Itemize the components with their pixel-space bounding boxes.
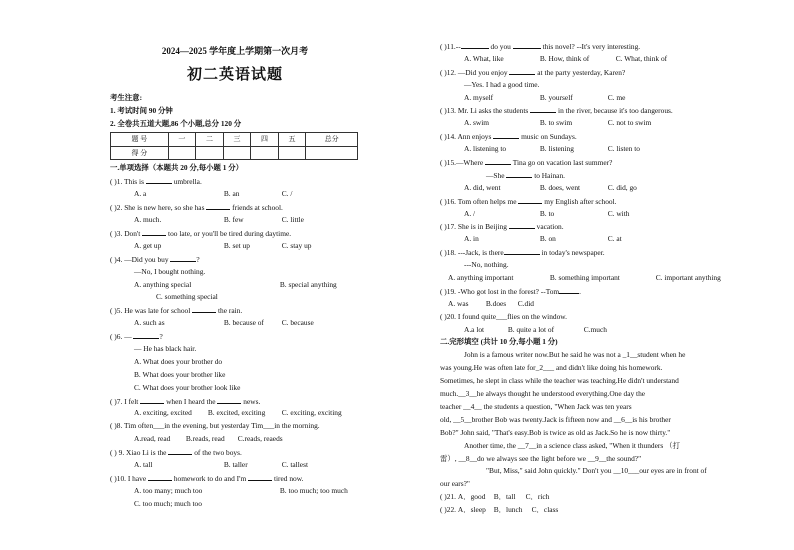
question-18-options (440, 272, 758, 285)
answer-blank[interactable] (509, 66, 535, 75)
question-20-options (440, 324, 758, 337)
option-c[interactable]: C. stay up (281, 240, 312, 250)
score-cell: 二 (196, 132, 224, 146)
score-cell: 三 (223, 132, 251, 146)
option-b[interactable]: B. an (223, 189, 240, 199)
question-20: ( )20. I found quite___flies on the window. (440, 311, 567, 321)
question-10-option-c[interactable]: C. too much; much too (134, 498, 202, 508)
passage-line: Bob?" John said, "That's easy.Bob is twice as old as Jack.So he is now thirty." (440, 427, 671, 437)
option-a[interactable]: A．sleep (457, 505, 486, 515)
passage-line: old, __5__brother Bob was twenty.Jack is fifteen now and __6__is his brother (440, 414, 671, 424)
option-a[interactable]: A. too many; much too (134, 485, 203, 495)
score-table (110, 132, 358, 161)
option-b[interactable]: B. too much; too much (279, 485, 348, 495)
question-6: ( )6. — ? (110, 332, 163, 342)
option-a[interactable]: A. What, like (464, 53, 504, 63)
option-b[interactable]: B. does, went (539, 182, 581, 192)
question-2: ( )2. She is new here, so she has friends at school. (110, 203, 283, 213)
option-b[interactable]: B. few (223, 215, 244, 225)
score-input-cell[interactable] (251, 146, 279, 160)
question-4: ( )4. —Did you buy ? (110, 254, 200, 264)
option-c[interactable]: C．class (531, 505, 559, 515)
question-2-options (110, 214, 360, 227)
option-a[interactable]: A. myself (464, 92, 494, 102)
option-b[interactable]: B. set up (223, 240, 250, 250)
option-c[interactable]: C. little (281, 215, 304, 225)
question-6-option-c[interactable]: C. What does your brother look like (134, 382, 241, 392)
option-b[interactable]: B. something important (549, 273, 620, 283)
option-c[interactable]: C. not to swim (607, 118, 652, 128)
answer-blank[interactable] (168, 446, 192, 455)
notes-item-1: 1. 考试时间 90 分钟 (110, 105, 173, 115)
question-15: ( )15.—Where Tina go on vacation last summer? (440, 158, 613, 168)
question-14-options (440, 143, 758, 156)
question-4-options (110, 279, 360, 292)
option-b[interactable]: B. to (539, 208, 555, 218)
option-a[interactable]: A.read, read (134, 434, 171, 444)
option-a[interactable]: A．good (457, 492, 486, 502)
question-11-options (440, 53, 758, 66)
question-3-options (110, 240, 360, 253)
question-19: ( )19. -Who got lost in the forest? --Tom . (440, 286, 582, 296)
answer-blank[interactable] (461, 40, 489, 49)
passage-line: was young.He was often late for_2___ and didn't like doing his homework. (440, 363, 663, 373)
option-a[interactable]: A. such as (134, 318, 165, 328)
option-b[interactable]: B. quite a lot of (507, 324, 555, 334)
option-a[interactable]: A. a (134, 189, 147, 199)
option-a[interactable]: A. / (464, 208, 476, 218)
option-c[interactable]: C．rich (525, 492, 550, 502)
passage-line: John is a famous writer now.But he said he was not a _1__student when he (464, 350, 686, 360)
answer-blank[interactable] (146, 175, 172, 184)
option-b[interactable]: B. listening (539, 144, 574, 154)
option-a[interactable]: A. swim (464, 118, 490, 128)
option-c[interactable]: C. important anything (655, 273, 721, 283)
option-c[interactable]: C. tallest (281, 459, 308, 469)
option-b[interactable]: B. excited, exciting (207, 408, 266, 418)
question-10: ( )10. I have homework to do and I'm tired now. (110, 473, 304, 483)
question-18: ( )18. ---Jack, is there in today's newspaper. (440, 248, 605, 258)
answer-blank[interactable] (140, 395, 164, 404)
question-6-option-b[interactable]: B. What does your brother like (134, 369, 226, 379)
answer-blank[interactable] (170, 253, 196, 262)
question-11: ( )11.-- do you this novel? --It's very interesting. (440, 42, 641, 51)
option-b[interactable]: B．tall (493, 492, 516, 502)
question-19-options (440, 298, 758, 311)
option-b[interactable]: B. to swim (539, 118, 573, 128)
question-9: ( ) 9. Xiao Li is the of the two boys. (110, 448, 242, 458)
option-b[interactable]: B. because of (223, 318, 264, 328)
right-column (440, 40, 758, 517)
question-13-options (440, 117, 758, 130)
question-17: ( )17. She is in Beijing vacation. (440, 222, 564, 232)
answer-blank[interactable] (485, 156, 511, 165)
option-c[interactable]: C. exciting, exciting (281, 408, 342, 418)
answer-blank[interactable] (192, 304, 216, 313)
answer-blank[interactable] (518, 195, 542, 204)
passage-line: Another time, the __7__in a science class asked, "When it thunders （打 (464, 440, 680, 450)
question-21: ( )21. A．good B．tall C．rich (440, 491, 758, 504)
answer-blank[interactable] (148, 472, 172, 481)
option-c[interactable]: C. with (607, 208, 630, 218)
question-7-options (110, 407, 360, 420)
score-input-cell[interactable] (196, 146, 224, 160)
score-cell: 四 (251, 132, 279, 146)
option-c[interactable]: C. because (281, 318, 314, 328)
question-6-option-a[interactable]: A. What does your brother do (134, 356, 223, 366)
question-12-reply: —Yes. I had a good time. (464, 79, 540, 89)
option-c[interactable]: C.much (583, 324, 607, 334)
score-input-cell[interactable] (223, 146, 251, 160)
passage-line: our ears?" (440, 479, 470, 489)
answer-blank[interactable] (142, 227, 166, 236)
notes-item-2: 2. 全卷共五道大题,86 个小题,总分 120 分 (110, 118, 242, 128)
answer-blank[interactable] (133, 330, 159, 339)
question-4-reply: —No, I bought nothing. (134, 266, 206, 276)
passage-line: teacher __4__ the students a question, "When Jack was ten years (440, 401, 632, 411)
answer-blank[interactable] (506, 169, 532, 178)
passage-line: 雷）, __8__do we always see the light before we __9__the sound?" (440, 453, 642, 463)
option-c[interactable]: C.reads, reaeds (237, 434, 283, 444)
option-c[interactable]: C. What, think of (615, 53, 668, 63)
passage-line: "But, Miss," said John quickly." Don't you __10___our eyes are in front of (486, 466, 707, 476)
question-10-options (110, 485, 360, 498)
option-c[interactable]: C. at (607, 234, 622, 244)
left-column (110, 40, 360, 511)
option-a[interactable]: A.a lot (464, 324, 485, 334)
answer-blank[interactable] (559, 285, 579, 294)
question-1-options (110, 188, 360, 201)
option-b[interactable]: B.does (485, 298, 507, 308)
answer-blank[interactable] (504, 246, 540, 255)
option-a[interactable]: A. anything special (134, 279, 192, 289)
notes-heading: 考生注意: (110, 93, 143, 102)
option-a[interactable]: A. anything important (448, 273, 514, 283)
option-b[interactable]: B. taller (223, 459, 248, 469)
question-9-options (110, 459, 360, 472)
passage-line: much.__3__he always thought he understood everything.One day the (440, 389, 646, 399)
question-13: ( )13. Mr. Li asks the students in the river, because it's too dangerous. (440, 106, 673, 116)
question-6-reply: — He has black hair. (134, 343, 197, 353)
question-16: ( )16. Tom often helps me my English after school. (440, 196, 617, 206)
option-b[interactable]: B.reads, read (185, 434, 225, 444)
option-c[interactable]: C. me (607, 92, 626, 102)
option-a[interactable]: A. much. (134, 215, 162, 225)
question-4-option-c[interactable]: C. something special (156, 292, 218, 302)
score-cell: 得 分 (111, 146, 169, 160)
exam-header-title: 2024—2025 学年度上学期第一次月考 (161, 46, 309, 56)
question-12-options (440, 92, 758, 105)
score-cell: 一 (168, 132, 196, 146)
question-8: ( )8. Tim often___in the evening, but yesterday Tim___in the morning. (110, 421, 320, 431)
question-5-options (110, 317, 360, 330)
option-b[interactable]: B. on (539, 234, 556, 244)
option-a[interactable]: A. listening to (464, 144, 507, 154)
option-a[interactable]: A. get up (134, 240, 162, 250)
question-12: ( )12. —Did you enjoy at the party yesterday, Karen? (440, 67, 626, 77)
question-16-options (440, 208, 758, 221)
option-b[interactable]: B. How, think of (539, 53, 590, 63)
option-c[interactable]: C. did, go (607, 182, 637, 192)
score-table-score-row (111, 146, 358, 160)
score-table-header-row (111, 132, 358, 146)
score-cell: 总分 (306, 132, 358, 146)
question-17-options (440, 233, 758, 246)
option-c[interactable]: C. / (281, 189, 293, 199)
option-b[interactable]: B．lunch (493, 505, 523, 515)
question-1: ( )1. This is umbrella. (110, 177, 202, 187)
option-a[interactable]: A. tall (134, 459, 153, 469)
option-a[interactable]: A. exciting, excited (134, 408, 192, 418)
answer-blank[interactable] (217, 395, 241, 404)
section2-heading: 二.完形填空 (共计 10 分,每小题 1 分) (440, 337, 558, 347)
score-input-cell[interactable] (306, 146, 358, 160)
score-cell: 五 (278, 132, 306, 146)
question-5: ( )5. He was late for school the rain. (110, 306, 243, 316)
question-15-options (440, 182, 758, 195)
score-input-cell[interactable] (278, 146, 306, 160)
option-b[interactable]: B. special anything (279, 279, 337, 289)
question-22: ( )22. A．sleep B．lunch C．class (440, 504, 758, 517)
option-b[interactable]: B. yourself (539, 92, 573, 102)
section1-heading: 一.单项选择（本题共 20 分,每小题 1 分） (110, 163, 244, 173)
question-18-reply: ---No, nothing. (464, 260, 509, 270)
option-a[interactable]: A. was (448, 298, 469, 308)
score-input-cell[interactable] (168, 146, 196, 160)
answer-blank[interactable] (493, 130, 519, 139)
exam-subject-title: 初二英语试题 (186, 67, 283, 83)
question-7: ( )7. I felt when I heard the news. (110, 396, 261, 406)
answer-blank[interactable] (530, 104, 556, 113)
question-3: ( )3. Don't too late, or you'll be tired during daytime. (110, 228, 292, 238)
option-c[interactable]: C. listen to (607, 144, 640, 154)
question-14: ( )14. Ann enjoys music on Sundays. (440, 132, 577, 142)
score-cell: 题 号 (111, 132, 169, 146)
answer-blank[interactable] (248, 472, 272, 481)
question-15-reply: —She to Hainan. (486, 170, 565, 180)
option-c[interactable]: C.did (517, 298, 534, 308)
option-a[interactable]: A. in (464, 234, 479, 244)
answer-blank[interactable] (206, 201, 230, 210)
passage-line: Sometimes, he slept in class while the teacher was teaching.He didn't understand (440, 376, 679, 386)
option-a[interactable]: A. did, went (464, 182, 501, 192)
question-8-options (110, 433, 360, 446)
answer-blank[interactable] (509, 220, 535, 229)
answer-blank[interactable] (513, 40, 541, 49)
